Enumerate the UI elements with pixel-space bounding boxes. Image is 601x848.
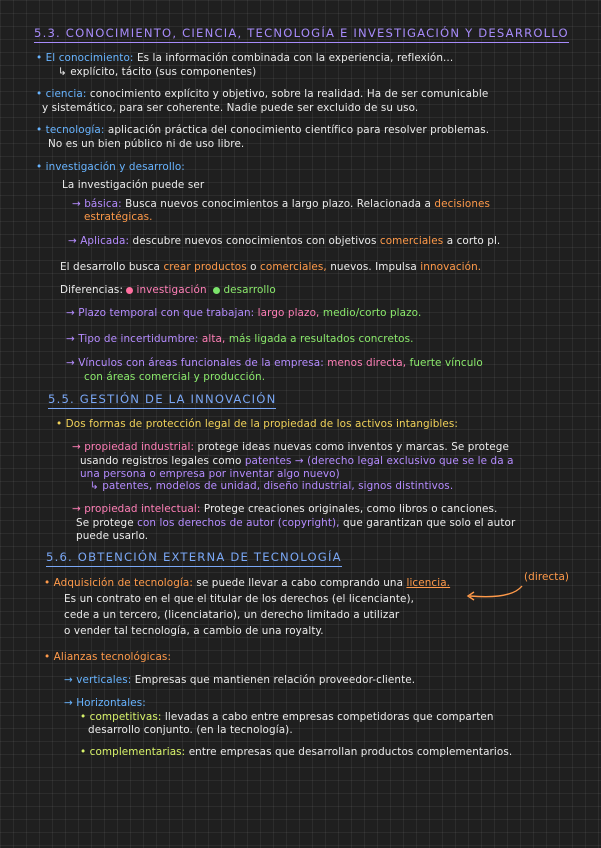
industrial-text-a: usando registros legales como (80, 455, 242, 467)
id-intro: La investigación puede ser (62, 179, 205, 191)
conocimiento-definition: Es la información combinada con la experiencia, reflexión... (136, 52, 454, 64)
section-heading-5-5: 5.5. GESTIÓN DE LA INNOVACIÓN (48, 393, 276, 409)
term-competitivas: • competitivas: (80, 711, 162, 723)
tecnologia-line-1 (36, 124, 489, 137)
basica-line-1 (72, 198, 490, 211)
directa-note: (directa) (524, 571, 570, 583)
aplicada-end: a corto pl. (446, 235, 501, 247)
competitivas-definition: llevadas a cabo entre empresas competidoras que comparten (164, 711, 494, 723)
vinculos-label: → Vínculos con áreas funcionales de la empresa: (66, 357, 324, 369)
term-ciencia: ciencia: (45, 88, 87, 100)
id-heading (36, 161, 185, 174)
legend-desarrollo: desarrollo (223, 284, 276, 296)
complementarias-line (80, 746, 512, 759)
licencia-highlight: licencia. (406, 577, 451, 589)
bullet: • (36, 88, 43, 100)
term-basica: → básica: (72, 198, 122, 210)
desarrollo-highlight-3: innovación. (420, 261, 482, 273)
verticales-line (64, 674, 415, 687)
vinculos-desarrollo: fuerte vínculo (409, 357, 483, 369)
basica-line-2: estratégicas. (84, 211, 153, 223)
intelectual-line-3: puede usarlo. (76, 530, 149, 542)
industrial-line-3: una persona o empresa por inventar algo nuevo) (80, 468, 340, 480)
term-investigacion-desarrollo: investigación y desarrollo: (45, 161, 185, 173)
industrial-line-1 (72, 441, 509, 454)
term-horizontales: → Horizontales: (64, 697, 146, 709)
curved-arrow-icon (464, 584, 524, 602)
desarrollo-text-c: o (250, 261, 257, 273)
conocimiento-line-2: ↳ explícito, tácito (sus componentes) (58, 66, 257, 78)
diferencia-vinculos-1 (66, 357, 483, 370)
term-aplicada: → Aplicada: (68, 235, 130, 247)
bullet: • (36, 161, 43, 173)
diferencias-label: Diferencias: (60, 284, 124, 296)
diferencia-plazo (66, 307, 421, 320)
legend-investigacion: investigación (136, 284, 207, 296)
aplicada-definition: descubre nuevos conocimientos con objetivos (132, 235, 377, 247)
ciencia-line-2: y sistemático, para ser coherente. Nadie puede ser excluido de su uso. (42, 102, 419, 114)
competitivas-line-1 (80, 711, 494, 724)
tecnologia-line-2: No es un bien público ni de uso libre. (48, 138, 245, 150)
intelectual-text-c: que garantizan que solo el autor (342, 517, 516, 529)
adquisicion-line-2: Es un contrato en el que el titular de los derechos (el licenciante), (64, 593, 415, 605)
green-heart-icon (213, 287, 220, 294)
tecnologia-definition: aplicación práctica del conocimiento científico para resolver problemas. (107, 124, 490, 136)
basica-highlight: decisiones (434, 198, 491, 210)
plazo-desarrollo: medio/corto plazo. (322, 307, 422, 319)
competitivas-line-2: desarrollo conjunto. (en la tecnología). (88, 724, 293, 736)
term-propiedad-intelectual: → propiedad intelectual: (72, 503, 201, 515)
intelectual-line-2 (76, 517, 515, 530)
conocimiento-line-1 (36, 52, 453, 65)
complementarias-definition: entre empresas que desarrollan productos complementarios. (188, 746, 513, 758)
intelectual-text-b: con los derechos de autor (copyright), (137, 517, 340, 529)
intelectual-definition: Protege creaciones originales, como libros o canciones. (203, 503, 498, 515)
ciencia-definition: conocimiento explícito y objetivo, sobre la realidad. Ha de ser comunicable (89, 88, 489, 100)
adquisicion-line-4: o vender tal tecnología, a cambio de una royalty. (64, 625, 324, 637)
adquisicion-line-1 (44, 577, 450, 590)
section-heading-5-3: 5.3. CONOCIMIENTO, CIENCIA, TECNOLOGÍA E INVESTIGACIÓN Y DESARROLLO (34, 27, 569, 43)
term-tecnologia: tecnología: (45, 124, 105, 136)
incertidumbre-investigacion: alta, (201, 333, 226, 345)
desarrollo-text-e: nuevos. Impulsa (330, 261, 417, 273)
diferencias-line (60, 284, 276, 297)
adquisicion-text: se puede llevar a cabo comprando una (196, 577, 404, 589)
desarrollo-highlight-2: comerciales, (260, 261, 327, 273)
basica-definition: Busca nuevos conocimientos a largo plazo. Relacionada a (125, 198, 432, 210)
diferencia-vinculos-2: con áreas comercial y producción. (84, 371, 266, 383)
intelectual-text-a: Se protege (76, 517, 134, 529)
plazo-investigacion: largo plazo, (257, 307, 320, 319)
bullet: • (36, 124, 43, 136)
verticales-definition: Empresas que mantienen relación proveedor-cliente. (134, 674, 416, 686)
industrial-definition: protege ideas nuevas como inventos y marcas. Se protege (197, 441, 509, 453)
incertidumbre-desarrollo: más ligada a resultados concretos. (228, 333, 414, 345)
desarrollo-text-a: El desarrollo busca (60, 261, 161, 273)
vinculos-investigacion: menos directa, (327, 357, 407, 369)
term-propiedad-industrial: → propiedad industrial: (72, 441, 195, 453)
industrial-text-b: patentes → (derecho legal exclusivo que se le da a (244, 455, 514, 467)
term-complementarias: • complementarias: (80, 746, 186, 758)
plazo-label: → Plazo temporal con que trabajan: (66, 307, 255, 319)
desarrollo-highlight-1: crear productos (163, 261, 247, 273)
adquisicion-line-3: cede a un tercero, (licenciatario), un derecho limitado a utilizar (64, 609, 400, 621)
desarrollo-line (60, 261, 481, 274)
ciencia-line-1 (36, 88, 488, 101)
aplicada-highlight: comerciales (379, 235, 444, 247)
term-verticales: → verticales: (64, 674, 132, 686)
term-adquisicion: • Adquisición de tecnología: (44, 577, 193, 589)
term-conocimiento: El conocimiento: (45, 52, 134, 64)
section-heading-5-6: 5.6. OBTENCIÓN EXTERNA DE TECNOLOGÍA (46, 551, 342, 567)
industrial-line-4: ↳ patentes, modelos de unidad, diseño industrial, signos distintivos. (90, 480, 454, 492)
industrial-line-2 (80, 455, 514, 468)
incertidumbre-label: → Tipo de incertidumbre: (66, 333, 199, 345)
pink-heart-icon (126, 287, 133, 294)
term-alianzas: • Alianzas tecnológicas: (44, 651, 172, 663)
aplicada-line (68, 235, 500, 248)
diferencia-incertidumbre (66, 333, 414, 346)
proteccion-intro: • Dos formas de protección legal de la propiedad de los activos intangibles: (56, 418, 459, 430)
bullet: • (36, 52, 43, 64)
intelectual-line-1 (72, 503, 497, 516)
